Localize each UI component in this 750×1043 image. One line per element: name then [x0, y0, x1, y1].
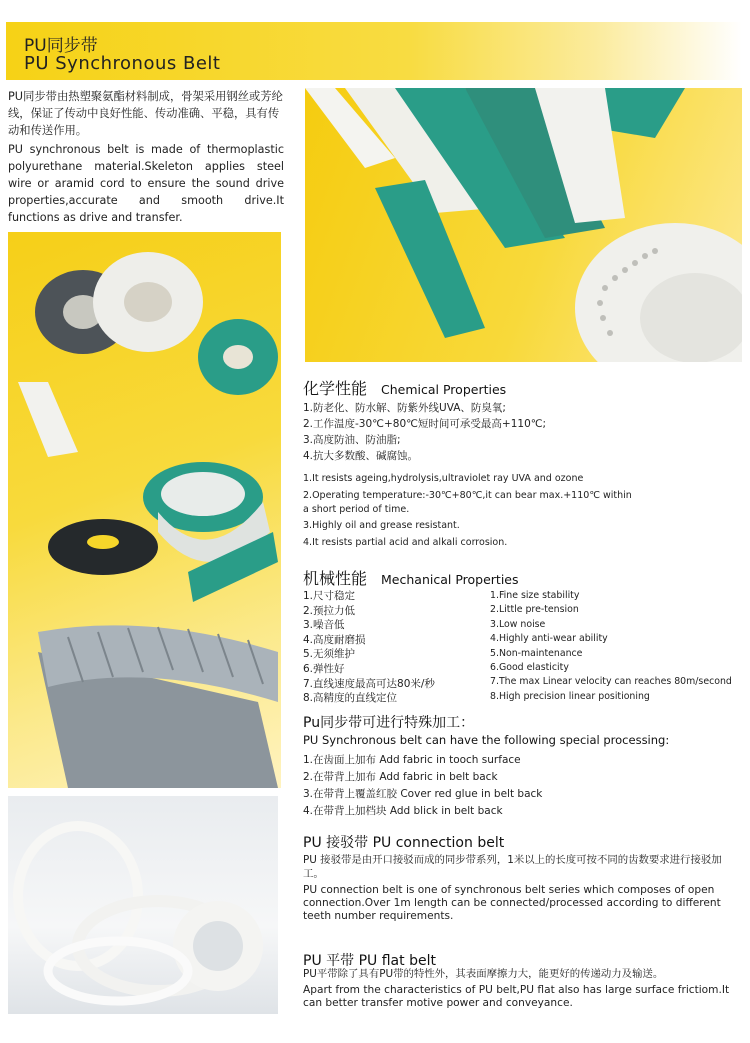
list-item: 5.无须维护 — [303, 648, 356, 661]
list-item: 8.High precision linear positioning — [490, 690, 650, 702]
connection-title: PU 接驳带 PU connection belt — [303, 835, 505, 851]
list-item: 3.在带背上覆盖红胶 Cover red glue in belt back — [303, 788, 543, 800]
flat-text-zh: PU平带除了具有PU带的特性外，其表面摩擦力大，能更好的传递动力及输送。 — [303, 968, 664, 980]
mechanical-title-zh: 机械性能 — [303, 569, 368, 588]
list-item: 2.Operating temperature:-30℃+80℃,it can bear max.+110℃ within — [303, 490, 632, 501]
list-item: 4.高度耐磨损 — [303, 633, 366, 646]
flat-text-en: Apart from the characteristics of PU belt,PU flat also has large surface frictiom.It can better transfer motive power and conveyance. — [303, 984, 730, 1009]
chemical-list-en — [303, 470, 632, 551]
flat-title: PU 平带 PU flat belt — [303, 953, 436, 969]
mechanical-list-en — [490, 589, 732, 704]
list-item: 3.Highly oil and grease resistant. — [303, 520, 460, 531]
list-item: 4.抗大多数酸、碱腐蚀。 — [303, 450, 419, 462]
chemical-list-zh — [303, 400, 546, 464]
list-item: 2.Little pre-tension — [490, 604, 579, 616]
processing-list — [303, 752, 542, 820]
list-item: 4.Highly anti-wear ability — [490, 633, 608, 645]
belt-rolls-photo — [8, 232, 281, 788]
intro-en: PU synchronous belt is made of thermoplastic polyurethane material.Skeleton applies steel wire or aramid cord to ensure the sound drive properties,accurate and smooth drive.It functions as drive and transfer. — [8, 143, 284, 224]
list-item: 3.高度防油、防油脂; — [303, 434, 401, 446]
intro-zh: PU同步带由热塑聚氨酯材料制成，骨架采用钢丝或芳纶线，保证了传动中良好性能、传动准确、平稳，具有传动和传送作用。 — [8, 90, 283, 137]
list-item: 2.预拉力低 — [303, 604, 356, 617]
mechanical-heading — [303, 566, 519, 589]
connection-belts-photo — [8, 796, 278, 1014]
list-item: 3.噪音低 — [303, 619, 345, 632]
list-item: a short period of time. — [303, 504, 410, 515]
toothed-belts-photo — [305, 88, 742, 362]
list-item: 1.It resists ageing,hydrolysis,ultraviolet ray UVA and ozone — [303, 473, 584, 484]
processing-title: Pu同步带可进行特殊加工： — [303, 715, 475, 731]
list-item: 1.防老化、防水解、防紫外线UVA、防臭氧; — [303, 402, 506, 414]
list-item: 6.弹性好 — [303, 662, 345, 675]
chemical-title-en: Chemical Properties — [381, 382, 507, 397]
list-item: 3.Low noise — [490, 618, 546, 630]
title-banner — [6, 22, 742, 80]
list-item: 4.在带背上加档块 Add blick in belt back — [303, 805, 503, 817]
list-item: 1.Fine size stability — [490, 590, 580, 601]
connection-text-en: PU connection belt is one of synchronous belt series which composes of open connection.Over 1m length can be connected/processed according to different teeth number requirements. — [303, 884, 721, 922]
mechanical-title-en: Mechanical Properties — [381, 572, 519, 587]
list-item: 6.Good elasticity — [490, 662, 569, 674]
list-item: 7.The max Linear velocity can reaches 80m/second — [490, 676, 732, 688]
chemical-title-zh: 化学性能 — [303, 379, 368, 398]
chemical-heading — [303, 376, 506, 399]
list-item: 1.尺寸稳定 — [303, 590, 356, 602]
list-item: 7.直线速度最高可达80米/秒 — [303, 677, 435, 690]
title-en: PU Synchronous Belt — [24, 53, 221, 74]
list-item: 1.在齿面上加布 Add fabric in tooch surface — [303, 754, 521, 766]
list-item: 4.It resists partial acid and alkali corrosion. — [303, 537, 508, 548]
title-zh: PU同步带 — [24, 36, 98, 56]
connection-text-zh: PU 接驳带是由开口接驳而成的同步带系列，1米以上的长度可按不同的齿数要求进行接驳加工。 — [303, 854, 722, 880]
list-item: 8.高精度的直线定位 — [303, 692, 398, 705]
list-item: 5.Non-maintenance — [490, 647, 583, 659]
list-item: 2.工作温度-30℃+80℃短时间可承受最高+110℃; — [303, 418, 547, 430]
processing-subtitle: PU Synchronous belt can have the following special processing: — [303, 733, 670, 747]
mechanical-list-zh — [303, 589, 435, 706]
list-item: 2.在带背上加布 Add fabric in belt back — [303, 771, 498, 783]
